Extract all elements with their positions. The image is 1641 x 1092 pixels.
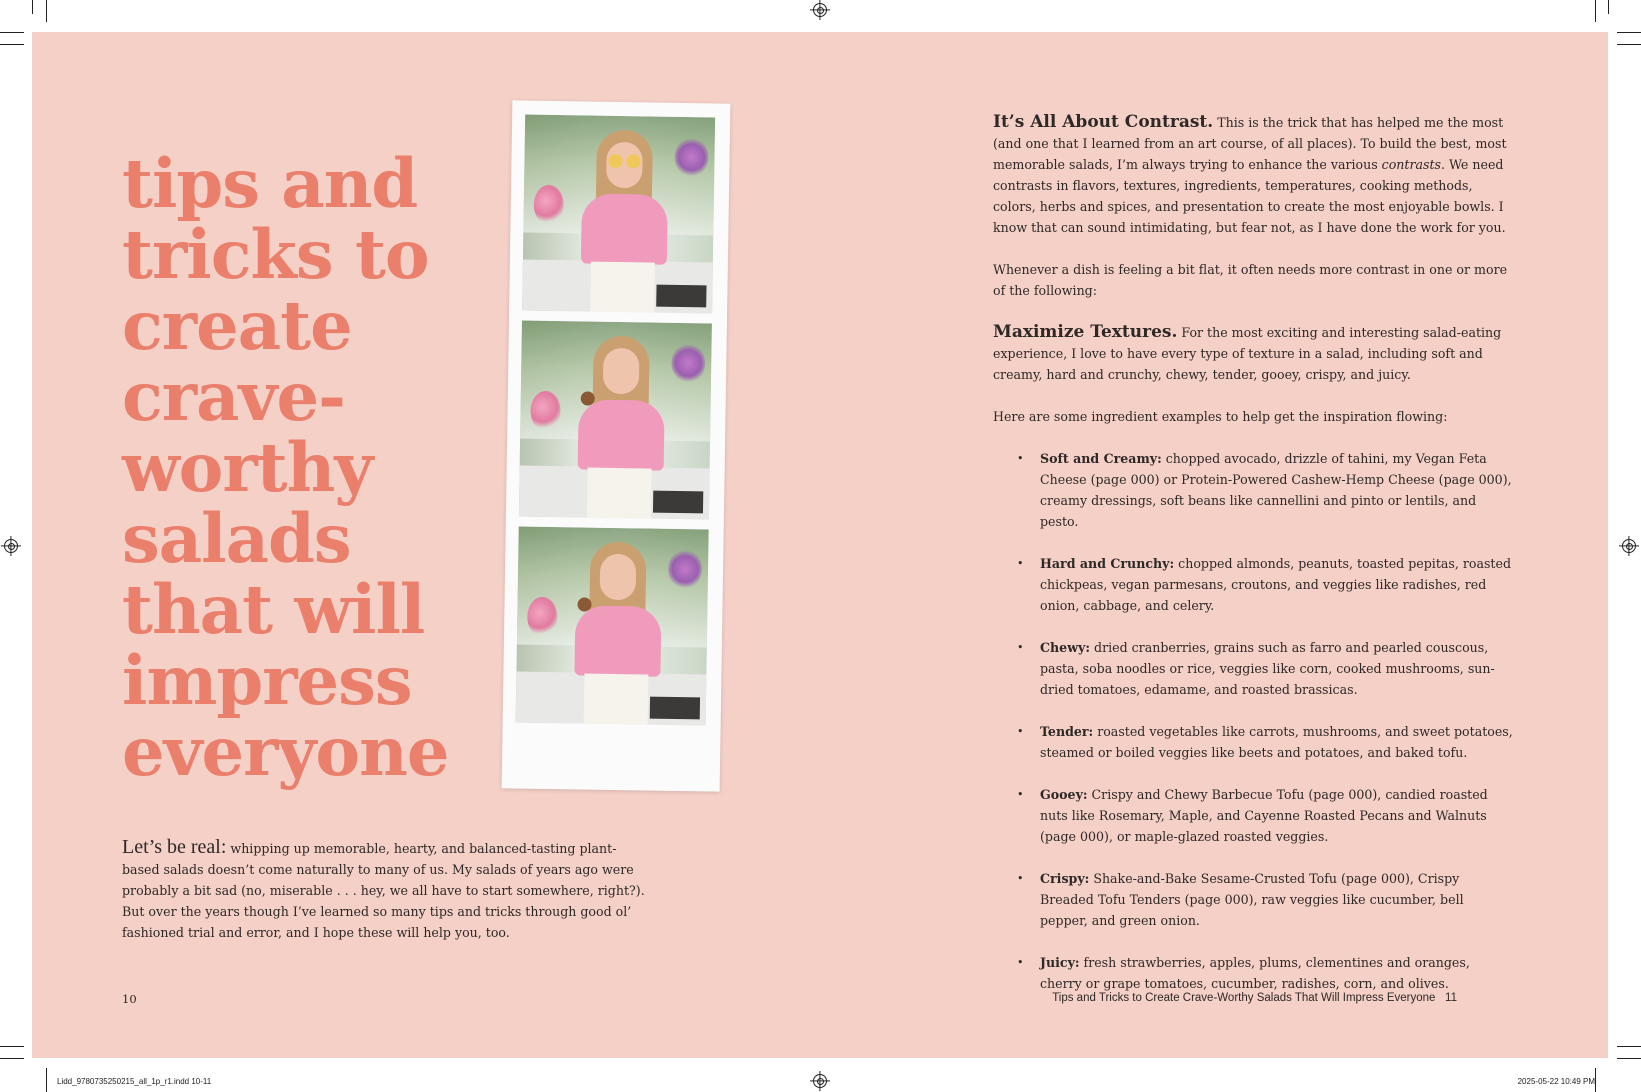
examples-intro: Here are some ingredient examples to help get the inspiration flowing: [993, 409, 1448, 424]
list-item-text: Shake-and-Bake Sesame-Crusted Tofu (page 000), Crispy Breaded Tofu Tenders (page 000), raw veggies like cucumber, bell pepper, and green onion. [1040, 871, 1464, 928]
contrast-paragraph [993, 112, 1513, 238]
headline-line: everyone [122, 712, 449, 791]
textures-text: For the most exciting and interesting salad-eating experience, I love to have every type of texture in a salad, including soft and creamy, hard and crunchy, chewy, tender, gooey, crispy, and juicy. [993, 325, 1502, 382]
crop-mark [0, 32, 24, 33]
list-item-text: Crispy and Chewy Barbecue Tofu (page 000), candied roasted nuts like Rosemary, Maple, and Cayenne Roasted Pecans and Walnuts (page 000), or maple-glazed roasted veggies. [1040, 787, 1488, 844]
crop-mark [0, 1046, 24, 1047]
list-item-term: Chewy: [1040, 640, 1090, 655]
list-item-term: Crispy: [1040, 871, 1090, 886]
crop-mark [1595, 1068, 1596, 1092]
crop-mark [46, 0, 47, 22]
right-page-body [993, 112, 1513, 1015]
list-item [993, 448, 1513, 532]
headline-line: that will [122, 570, 425, 649]
headline-line: worthy [122, 428, 373, 507]
crop-mark [1608, 0, 1609, 14]
textures-heading: Maximize Textures. [993, 322, 1178, 342]
list-item-term: Gooey: [1040, 787, 1088, 802]
intro-body: whipping up memorable, hearty, and balanced-tasting plant-based salads doesn’t come naturally to many of us. My salads of years ago were probably a bit sad (no, miserable . . . hey, we all have to start somewhere, right?). But over the years though I’ve learned so many tips and tricks through good ol’ fashioned trial and error, and I hope these will help you, too. [122, 841, 645, 940]
crop-mark [1617, 44, 1641, 45]
list-item-text: fresh strawberries, apples, plums, clementines and oranges, cherry or grape tomatoes, cucumber, radishes, corn, and olives. [1040, 955, 1470, 991]
list-item-text: roasted vegetables like carrots, mushrooms, and sweet potatoes, steamed or boiled veggies like beets and potatoes, and baked tofu. [1040, 724, 1513, 760]
page-number-right: 11 [1445, 992, 1457, 1004]
registration-mark-icon [4, 539, 18, 553]
list-item-term: Hard and Crunchy: [1040, 556, 1175, 571]
headline-line: impress [122, 641, 412, 720]
photo-woman-smiling [519, 321, 712, 520]
list-item-text: dried cranberries, grains such as farro and pearled couscous, pasta, soba noodles or rice, veggies like corn, cooked mushrooms, sun-dried tomatoes, edamame, and roasted brassicas. [1040, 640, 1495, 697]
photo-strip [502, 100, 731, 791]
crop-mark [0, 1058, 24, 1059]
list-item [993, 868, 1513, 931]
crop-mark [1617, 32, 1641, 33]
list-item [993, 721, 1513, 763]
list-item-text: chopped almonds, peanuts, toasted pepitas, roasted chickpeas, vegan parmesans, croutons, and veggies like radishes, red onion, cabbage, and celery. [1040, 556, 1512, 613]
running-footer-title: Tips and Tricks to Create Crave-Worthy Salads That Will Impress Everyone [1052, 992, 1436, 1004]
textures-paragraph [993, 322, 1513, 385]
list-item [993, 553, 1513, 616]
page-headline [122, 144, 482, 791]
list-item-text: chopped avocado, drizzle of tahini, my Vegan Feta Cheese (page 000) or Protein-Powered Cashew-Hemp Cheese (page 000), creamy dressings, soft beans like cannellini and pinto or lentils, and pesto. [1040, 451, 1512, 529]
intro-paragraph [122, 837, 652, 943]
crop-mark [0, 44, 24, 45]
crop-mark [1617, 1046, 1641, 1047]
crop-mark [46, 1068, 47, 1092]
page-number-left: 10 [122, 992, 137, 1006]
crop-mark [1617, 1058, 1641, 1059]
contrast-heading: It’s All About Contrast. [993, 112, 1214, 132]
list-item [993, 952, 1513, 994]
list-item-term: Tender: [1040, 724, 1094, 739]
flat-paragraph: Whenever a dish is feeling a bit flat, it often needs more contrast in one or more of the following: [993, 262, 1508, 298]
photo-woman-lemons [522, 115, 715, 314]
headline-line: salads [122, 499, 351, 578]
headline-line: tips and [122, 144, 418, 223]
texture-examples-list [993, 448, 1513, 994]
list-item [993, 784, 1513, 847]
headline-line: tricks to [122, 215, 429, 294]
headline-line: create [122, 286, 352, 365]
list-item-term: Soft and Creamy: [1040, 451, 1162, 466]
registration-mark-icon [813, 3, 827, 17]
intro-lead: Let’s be real: [122, 836, 227, 858]
headline-line: crave- [122, 357, 345, 436]
print-slug-right: 2025-05-22 10:49 PM [1517, 1077, 1595, 1086]
crop-mark [32, 0, 33, 14]
contrast-emphasis: contrasts [1381, 157, 1441, 172]
print-slug-left: Lidd_9780735250215_all_1p_r1.indd 10-11 [57, 1077, 212, 1086]
registration-mark-icon [1622, 539, 1636, 553]
list-item [993, 637, 1513, 700]
list-item-term: Juicy: [1040, 955, 1080, 970]
crop-mark [1595, 0, 1596, 22]
contrast-text-end: . We need contrasts in flavors, textures, ingredients, temperatures, cooking methods, colors, herbs and spices, and presentation to create the most enjoyable bowls. I know that can sound intimidating, but fear not, as I have done the work for you. [993, 157, 1506, 235]
registration-mark-icon [813, 1074, 827, 1088]
contrast-text: This is the trick that has helped me the most (and one that I learned from an art course, of all places). To build the best, most memorable salads, I’m always trying to enhance the various [993, 115, 1507, 172]
photo-woman-treat [516, 526, 709, 725]
